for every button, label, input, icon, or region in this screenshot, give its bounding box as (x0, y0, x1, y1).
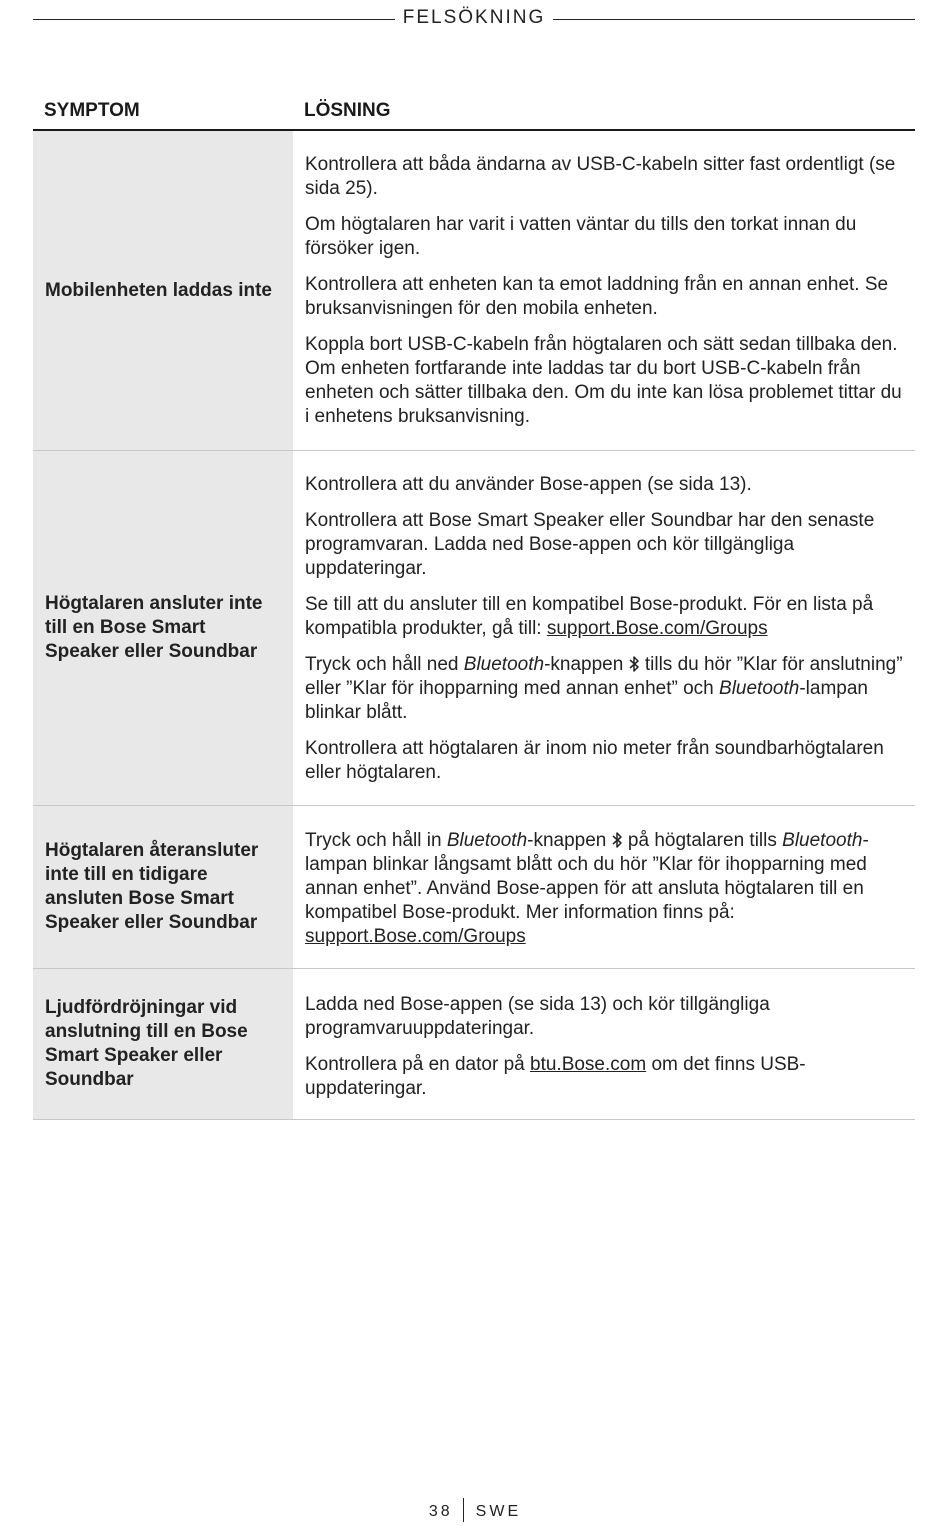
solution-text-part: på högtalaren tills (622, 830, 783, 851)
solution-text: Kontrollera att båda ändarna av USB-C-kabeln sitter fast ordentligt (se sida 25). (305, 154, 896, 199)
table-header (33, 92, 915, 131)
symptom-cell: Högtalaren ansluter inte till en Bose Smart Speaker eller Soundbar (33, 451, 293, 805)
language-code: SWE (475, 1503, 522, 1520)
solution-cell (293, 806, 915, 968)
bluetooth-icon (629, 655, 640, 673)
solution-text (305, 593, 903, 641)
solution-text-part: om det finns USB-uppdateringar. (305, 1054, 806, 1099)
btu-bose-link[interactable]: btu.Bose.com (530, 1054, 647, 1075)
solution-text-part: tills du hör ”Klar för anslutning” eller ”Klar för ihopparning med annan enhet” och (305, 654, 903, 699)
support-groups-link[interactable]: support.Bose.com/Groups (305, 926, 526, 947)
page-title: FELSÖKNING (402, 7, 546, 28)
table-row (33, 131, 915, 451)
bluetooth-icon (612, 831, 623, 849)
solution-text-part: Tryck och håll ned (305, 654, 464, 675)
footer-divider (463, 1498, 464, 1522)
solution-text (305, 653, 903, 725)
symptom-cell: Mobilenheten laddas inte (33, 131, 293, 450)
column-header-solution: LÖSNING (304, 100, 391, 121)
table-row (33, 451, 915, 806)
bluetooth-term: Bluetooth (719, 678, 800, 699)
solution-text: Ladda ned Bose-appen (se sida 13) och kör tillgängliga programvaruuppdateringar. (305, 994, 770, 1039)
symptom-cell: Ljudfördröjningar vid anslutning till en Bose Smart Speaker eller Soundbar (33, 969, 293, 1119)
solution-text: Kontrollera att enheten kan ta emot laddning från en annan enhet. Se bruksanvisningen för den mobila enheten. (305, 274, 889, 319)
solution-cell (293, 131, 915, 450)
solution-text: Kontrollera att Bose Smart Speaker eller Soundbar har den senaste programvaran. Ladda ned Bose-appen och kör tillgängliga uppdateringar. (305, 510, 875, 579)
symptom-cell: Högtalaren återansluter inte till en tidigare ansluten Bose Smart Speaker eller Soundbar (33, 806, 293, 968)
solution-text-part: -lampan blinkar blått. (305, 678, 868, 723)
header-rule-right (553, 19, 915, 20)
page-footer (0, 1498, 950, 1526)
solution-text: Kontrollera att du använder Bose-appen (se sida 13). (305, 474, 752, 495)
solution-text-part: Se till att du ansluter till en kompatibel Bose-produkt. För en lista på kompatibla produkter, gå till: (305, 594, 874, 639)
solution-text-part: -knappen (527, 830, 612, 851)
support-groups-link[interactable]: support.Bose.com/Groups (546, 618, 768, 639)
table-row (33, 969, 915, 1120)
column-header-symptom: SYMPTOM (44, 100, 140, 121)
solution-text (305, 829, 903, 949)
bluetooth-term: Bluetooth (782, 830, 863, 851)
solution-text: Kontrollera att högtalaren är inom nio meter från soundbarhögtalaren eller högtalaren. (305, 738, 884, 783)
bluetooth-term: Bluetooth (463, 654, 545, 675)
solution-text-part: -knappen (544, 654, 629, 675)
page-number: 38 (428, 1503, 453, 1520)
solution-text-part: Kontrollera på en dator på (305, 1054, 530, 1075)
solution-text: Koppla bort USB-C-kabeln från högtalaren och sätt sedan tillbaka den. Om enheten fortfarande inte laddas tar du bort USB-C-kabeln från enheten och sätter tillbaka den. Om du inte kan lösa problemet tittar du i enhetens bruksanvisning. (305, 334, 902, 427)
table-row (33, 806, 915, 969)
solution-text-part: Tryck och håll in (305, 830, 447, 851)
page-header (33, 4, 915, 34)
bluetooth-term: Bluetooth (446, 830, 528, 851)
solution-text: Om högtalaren har varit i vatten väntar du tills den torkat innan du försöker igen. (305, 214, 857, 259)
solution-cell (293, 969, 915, 1119)
solution-text (305, 1053, 903, 1101)
solution-cell (293, 451, 915, 805)
solution-text-part: -lampan blinkar långsamt blått och du hör ”Klar för ihopparning med annan enhet”. Använd Bose-appen för att ansluta högtalaren till en kompatibel Bose-produkt. Mer information finns på: (305, 830, 869, 923)
troubleshooting-table (33, 92, 915, 1120)
